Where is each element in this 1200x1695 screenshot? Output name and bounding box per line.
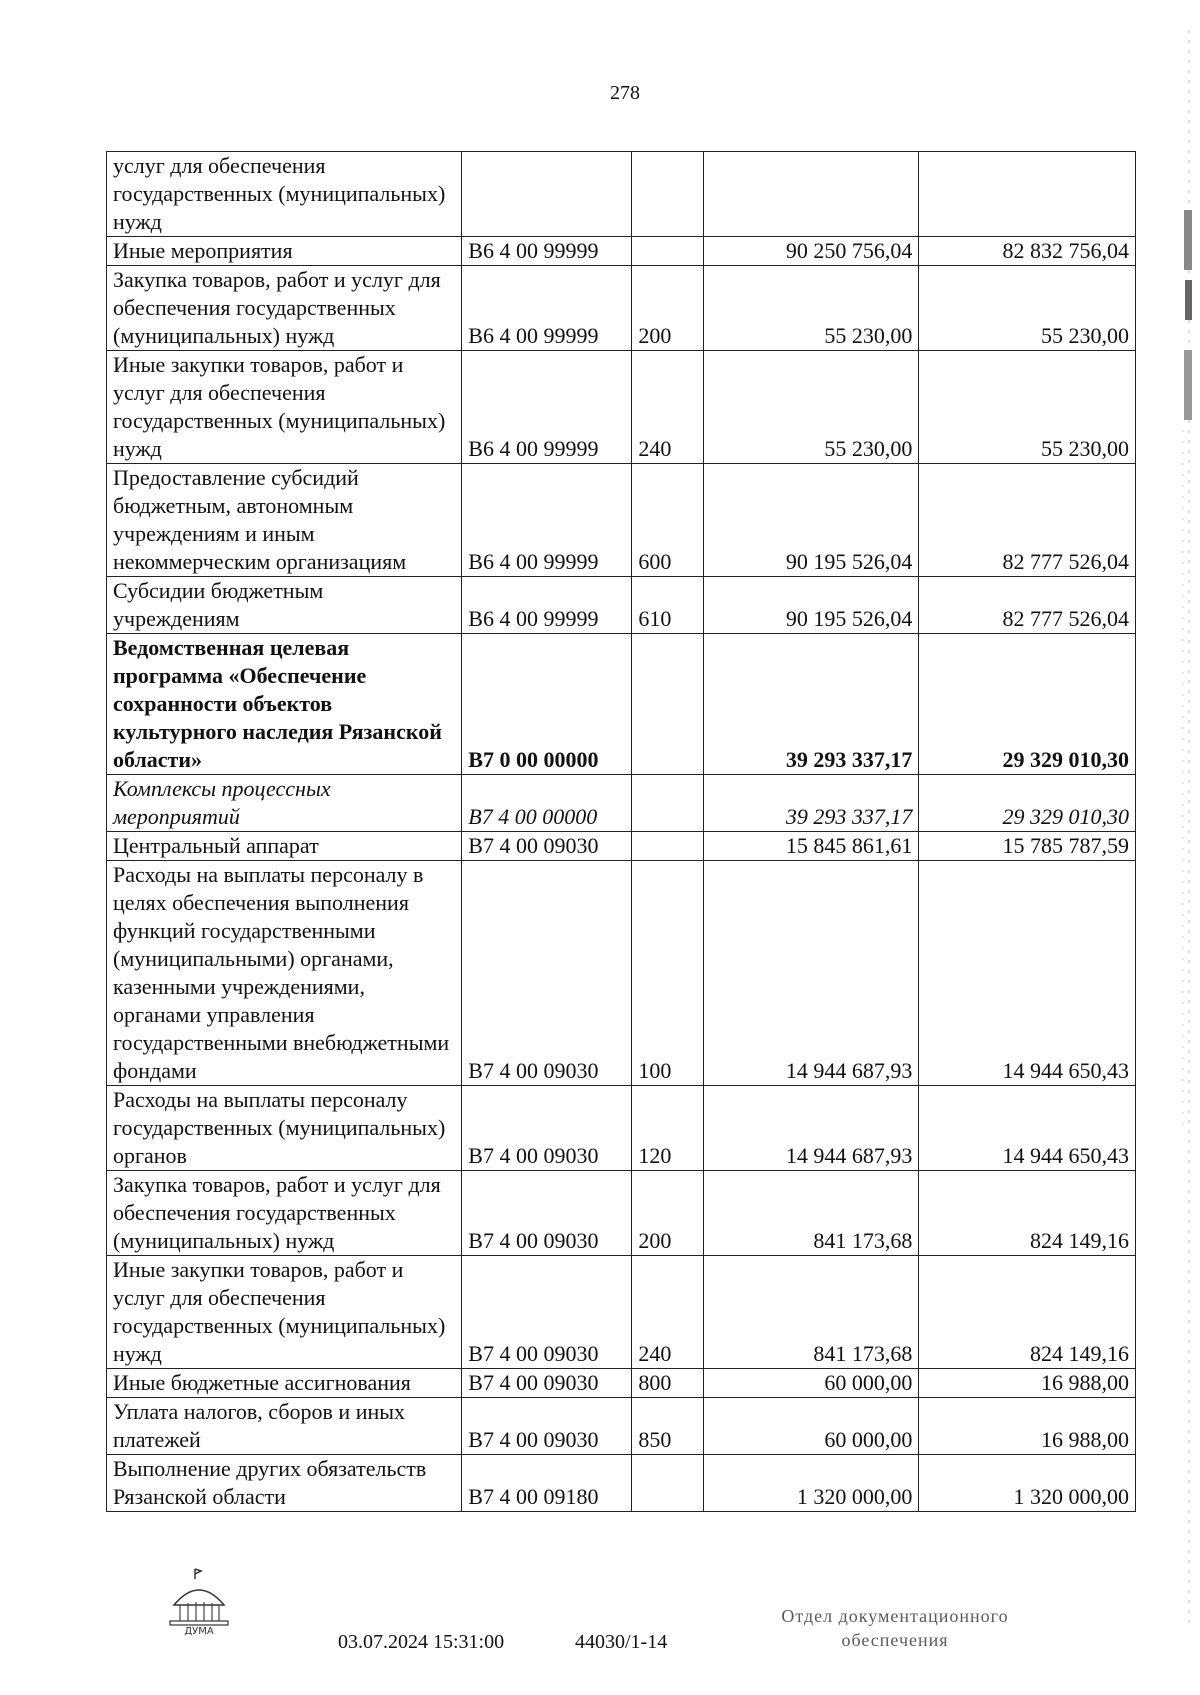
footer-datetime: 03.07.2024 15:31:00	[338, 1631, 505, 1653]
row-sum-2: 82 777 526,04	[919, 577, 1136, 634]
row-sum-2: 824 149,16	[919, 1171, 1136, 1256]
table-row	[107, 1171, 1136, 1256]
row-sum-2: 55 230,00	[919, 266, 1136, 351]
page-number: 278	[610, 82, 640, 104]
row-sum-1: 841 173,68	[703, 1256, 919, 1369]
row-sum-1: 60 000,00	[703, 1398, 919, 1455]
row-type: 200	[632, 266, 703, 351]
row-sum-2: 16 988,00	[919, 1369, 1136, 1398]
row-type	[632, 1455, 703, 1512]
row-type: 610	[632, 577, 703, 634]
row-code: В7 4 00 09030	[462, 1369, 632, 1398]
row-sum-2: 14 944 650,43	[919, 1086, 1136, 1171]
row-sum-2: 29 329 010,30	[919, 775, 1136, 832]
row-name: Центральный аппарат	[107, 832, 462, 861]
table-row	[107, 1369, 1136, 1398]
row-type: 600	[632, 464, 703, 577]
row-name: Расходы на выплаты персоналу государственных (муниципальных) органов	[107, 1086, 462, 1171]
row-type	[632, 775, 703, 832]
row-type: 240	[632, 351, 703, 464]
scan-edge-artifact	[1180, 30, 1194, 1630]
row-sum-2: 16 988,00	[919, 1398, 1136, 1455]
table-row-program	[107, 634, 1136, 775]
row-name: Иные бюджетные ассигнования	[107, 1369, 462, 1398]
row-name: Комплексы процессных мероприятий	[107, 775, 462, 832]
row-sum-2: 82 777 526,04	[919, 464, 1136, 577]
row-sum-2: 55 230,00	[919, 351, 1136, 464]
row-code: В7 4 00 09030	[462, 1256, 632, 1369]
row-sum-1: 39 293 337,17	[703, 634, 919, 775]
row-name: услуг для обеспечения государственных (муниципальных) нужд	[107, 152, 462, 237]
row-type	[632, 237, 703, 266]
row-sum-1	[703, 152, 919, 237]
table-row	[107, 266, 1136, 351]
table-row	[107, 351, 1136, 464]
table-row	[107, 152, 1136, 237]
row-code: В7 4 00 00000	[462, 775, 632, 832]
row-sum-2: 82 832 756,04	[919, 237, 1136, 266]
row-code: В6 4 00 99999	[462, 464, 632, 577]
row-name: Выполнение других обязательств Рязанской области	[107, 1455, 462, 1512]
row-sum-1: 90 195 526,04	[703, 464, 919, 577]
row-code: В7 4 00 09030	[462, 1086, 632, 1171]
row-sum-2: 29 329 010,30	[919, 634, 1136, 775]
row-sum-2: 824 149,16	[919, 1256, 1136, 1369]
row-name: Иные мероприятия	[107, 237, 462, 266]
row-sum-1: 14 944 687,93	[703, 1086, 919, 1171]
row-type: 850	[632, 1398, 703, 1455]
row-sum-1: 15 845 861,61	[703, 832, 919, 861]
table-row	[107, 861, 1136, 1086]
table-row	[107, 577, 1136, 634]
table-row	[107, 832, 1136, 861]
department-stamp	[745, 1604, 1045, 1652]
row-name: Субсидии бюджетным учреждениям	[107, 577, 462, 634]
row-sum-1: 841 173,68	[703, 1171, 919, 1256]
row-name: Расходы на выплаты персоналу в целях обеспечения выполнения функций государственными (муниципальными) органами, казенными учреждениями, органами управления государственными внебюджетными фондами	[107, 861, 462, 1086]
row-type: 100	[632, 861, 703, 1086]
row-code: В6 4 00 99999	[462, 577, 632, 634]
row-type: 800	[632, 1369, 703, 1398]
row-name: Иные закупки товаров, работ и услуг для обеспечения государственных (муниципальных) нужд	[107, 351, 462, 464]
row-code: В7 4 00 09030	[462, 832, 632, 861]
row-name: Ведомственная целевая программа «Обеспечение сохранности объектов культурного наследия Рязанской области»	[107, 634, 462, 775]
table-row	[107, 1398, 1136, 1455]
duma-emblem-icon	[164, 1565, 234, 1637]
table-row	[107, 1256, 1136, 1369]
table-row-subprogram	[107, 775, 1136, 832]
row-sum-2: 15 785 787,59	[919, 832, 1136, 861]
budget-table	[106, 151, 1136, 1512]
row-sum-1: 55 230,00	[703, 351, 919, 464]
row-sum-2: 1 320 000,00	[919, 1455, 1136, 1512]
table-row	[107, 464, 1136, 577]
row-type	[632, 152, 703, 237]
row-code: В7 4 00 09030	[462, 861, 632, 1086]
row-sum-1: 90 195 526,04	[703, 577, 919, 634]
row-sum-1: 1 320 000,00	[703, 1455, 919, 1512]
footer-doc-number: 44030/1-14	[575, 1631, 668, 1653]
row-sum-1: 14 944 687,93	[703, 861, 919, 1086]
row-code: В7 4 00 09180	[462, 1455, 632, 1512]
row-name: Предоставление субсидий бюджетным, автономным учреждениям и иным некоммерческим организациям	[107, 464, 462, 577]
row-sum-1: 39 293 337,17	[703, 775, 919, 832]
row-type	[632, 634, 703, 775]
emblem-text: ДУМА	[184, 1626, 214, 1637]
row-sum-1: 55 230,00	[703, 266, 919, 351]
table-row	[107, 1086, 1136, 1171]
row-code: В6 4 00 99999	[462, 351, 632, 464]
row-code: В6 4 00 99999	[462, 237, 632, 266]
stamp-line-1: Отдел документационного	[781, 1606, 1009, 1626]
row-type: 200	[632, 1171, 703, 1256]
table-row	[107, 237, 1136, 266]
row-code: В7 0 00 00000	[462, 634, 632, 775]
row-type	[632, 832, 703, 861]
row-sum-1: 90 250 756,04	[703, 237, 919, 266]
row-code: В7 4 00 09030	[462, 1398, 632, 1455]
row-code: В6 4 00 99999	[462, 266, 632, 351]
row-name: Иные закупки товаров, работ и услуг для обеспечения государственных (муниципальных) нужд	[107, 1256, 462, 1369]
row-name: Уплата налогов, сборов и иных платежей	[107, 1398, 462, 1455]
stamp-line-2: обеспечения	[841, 1630, 949, 1650]
row-name: Закупка товаров, работ и услуг для обеспечения государственных (муниципальных) нужд	[107, 1171, 462, 1256]
table-row	[107, 1455, 1136, 1512]
row-sum-2	[919, 152, 1136, 237]
row-type: 240	[632, 1256, 703, 1369]
row-sum-2: 14 944 650,43	[919, 861, 1136, 1086]
row-type: 120	[632, 1086, 703, 1171]
row-sum-1: 60 000,00	[703, 1369, 919, 1398]
row-code	[462, 152, 632, 237]
row-name: Закупка товаров, работ и услуг для обеспечения государственных (муниципальных) нужд	[107, 266, 462, 351]
row-code: В7 4 00 09030	[462, 1171, 632, 1256]
